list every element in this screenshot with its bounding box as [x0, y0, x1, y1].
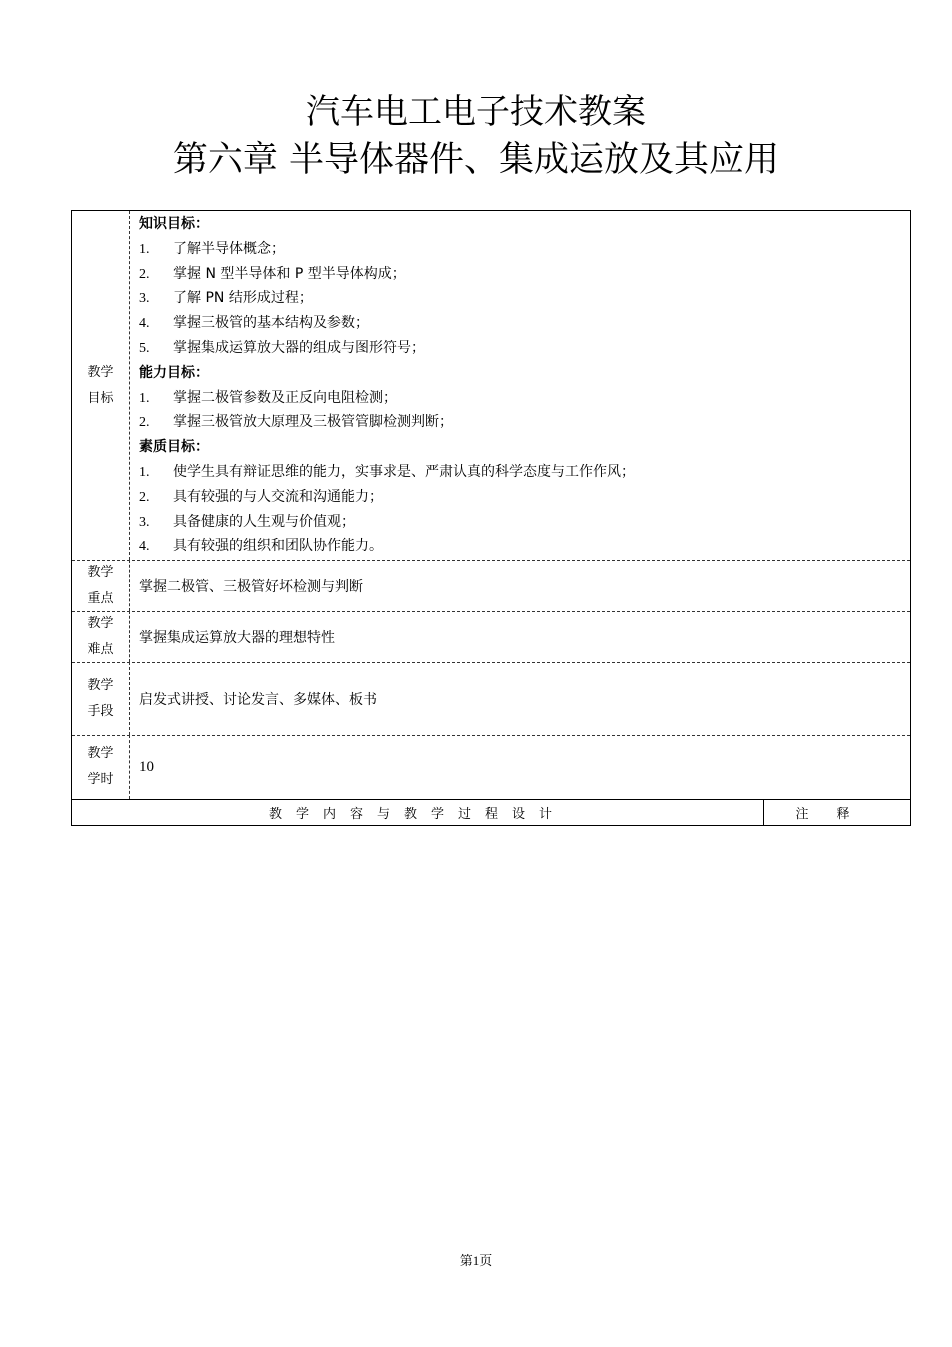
- difficulties-content: 掌握集成运算放大器的理想特性: [139, 629, 335, 646]
- objectives-row: [72, 211, 910, 561]
- methods-row: [72, 662, 910, 736]
- quality-item: 4. 具有较强的组织和团队协作能力。: [139, 538, 383, 555]
- knowledge-item: 3. 了解 PN 结形成过程；: [139, 290, 313, 307]
- hours-row: [72, 735, 910, 800]
- knowledge-item: 2. 掌握 N 型半导体和 P 型半导体构成；: [139, 265, 406, 282]
- lesson-plan-table: [71, 210, 911, 826]
- quality-item: 2. 具有较强的与人交流和沟通能力；: [139, 488, 383, 505]
- key-points-label: 教学 重点: [72, 560, 130, 611]
- hours-content: [129, 735, 910, 799]
- design-header-row: [72, 799, 910, 825]
- methods-label: 教学 手段: [72, 662, 130, 735]
- ability-heading: 能力目标：: [139, 364, 209, 381]
- key-points-content: 掌握二极管、三极管好坏检测与判断: [139, 578, 363, 595]
- knowledge-item: 1. 了解半导体概念；: [139, 240, 285, 257]
- design-header: 教学内容与教学过程设计: [72, 799, 764, 825]
- quality-item: 3. 具备健康的人生观与价值观；: [139, 513, 355, 530]
- knowledge-item: 5. 掌握集成运算放大器的组成与图形符号；: [139, 339, 425, 356]
- page-number: 第1页: [459, 1253, 493, 1268]
- objectives-label: 教学 目标: [72, 211, 130, 560]
- hours-value: 10: [139, 758, 154, 775]
- difficulties-row: [72, 611, 910, 663]
- ability-item: 2. 掌握三极管放大原理及三极管管脚检测判断；: [139, 414, 453, 431]
- ability-item: 1. 掌握二极管参数及正反向电阻检测；: [139, 389, 397, 406]
- quality-heading: 素质目标：: [139, 439, 209, 456]
- quality-item: 1. 使学生具有辩证思维的能力，实事求是、严肃认真的科学态度与工作作风；: [139, 463, 635, 480]
- notes-header: 注释: [795, 806, 878, 822]
- knowledge-heading: 知识目标：: [139, 216, 209, 232]
- key-points-row: [72, 560, 910, 612]
- difficulties-label: 教学 难点: [72, 611, 130, 662]
- document-title: 汽车电工电子技术教案: [306, 92, 646, 132]
- knowledge-item: 4. 掌握三极管的基本结构及参数；: [139, 315, 369, 332]
- chapter-title: 第六章 半导体器件、集成运放及其应用: [172, 140, 780, 180]
- methods-content: 启发式讲授、讨论发言、多媒体、板书: [139, 691, 377, 708]
- objectives-content: [129, 211, 910, 560]
- hours-label: 教学 学时: [72, 735, 130, 799]
